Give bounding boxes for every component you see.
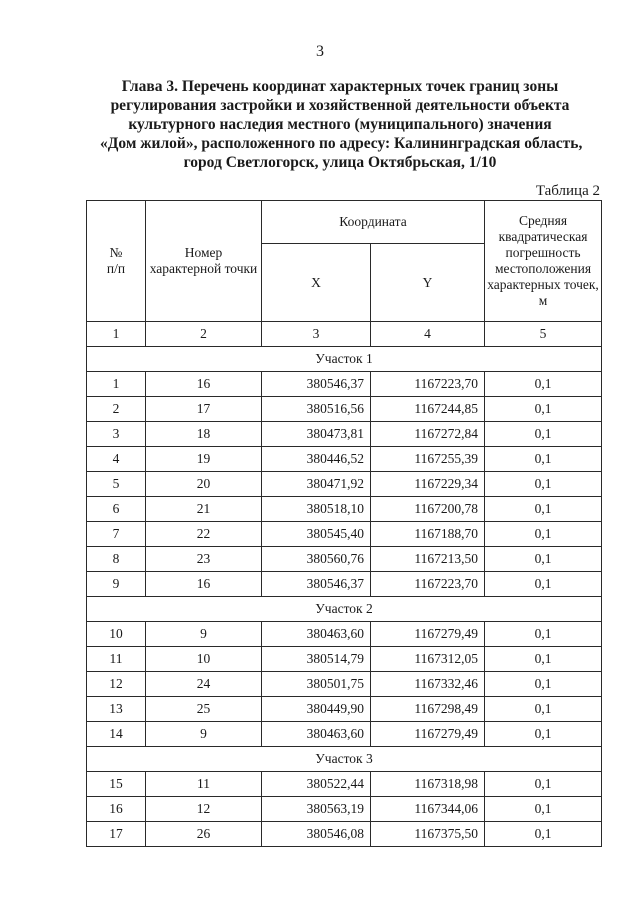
heading-line: Глава 3. Перечень координат характерных точек границ зоны	[121, 78, 559, 95]
header-y: Y	[371, 244, 485, 322]
cell-x: 380546,37	[262, 372, 371, 397]
cell-x: 380449,90	[262, 697, 371, 722]
cell-y: 1167279,49	[371, 622, 485, 647]
cell-error: 0,1	[485, 447, 602, 472]
cell-y: 1167223,70	[371, 572, 485, 597]
cell-point: 26	[146, 822, 262, 847]
cell-error: 0,1	[485, 397, 602, 422]
cell-num: 12	[87, 672, 146, 697]
cell-point: 17	[146, 397, 262, 422]
cell-y: 1167312,05	[371, 647, 485, 672]
cell-y: 1167332,46	[371, 672, 485, 697]
header-error-line: погрешность	[505, 245, 581, 260]
heading-line: регулирования застройки и хозяйственной деятельности объекта	[110, 97, 570, 114]
header-error-line: местоположения	[494, 261, 592, 276]
cell-x: 380516,56	[262, 397, 371, 422]
table-row	[87, 822, 602, 847]
column-number: 5	[485, 322, 602, 347]
cell-y: 1167244,85	[371, 397, 485, 422]
table-row	[87, 647, 602, 672]
header-num	[87, 201, 146, 322]
cell-y: 1167272,84	[371, 422, 485, 447]
table-caption: Таблица 2	[535, 183, 600, 199]
page-number: 3	[316, 43, 324, 60]
cell-num: 16	[87, 797, 146, 822]
cell-num: 13	[87, 697, 146, 722]
section-row	[87, 347, 602, 372]
header-error-line: квадратическая	[498, 229, 588, 244]
table-body	[87, 347, 602, 847]
heading-line: культурного наследия местного (муниципального) значения	[128, 116, 552, 133]
table-row	[87, 497, 602, 522]
cell-num: 8	[87, 547, 146, 572]
column-number: 1	[87, 322, 146, 347]
cell-x: 380463,60	[262, 622, 371, 647]
cell-x: 380463,60	[262, 722, 371, 747]
table-row	[87, 722, 602, 747]
cell-x: 380546,08	[262, 822, 371, 847]
column-number: 3	[262, 322, 371, 347]
heading-line: город Светлогорск, улица Октябрьская, 1/10	[183, 154, 497, 171]
cell-point: 19	[146, 447, 262, 472]
cell-x: 380471,92	[262, 472, 371, 497]
cell-error: 0,1	[485, 547, 602, 572]
cell-point: 9	[146, 622, 262, 647]
column-number: 4	[371, 322, 485, 347]
table-row	[87, 422, 602, 447]
cell-point: 22	[146, 522, 262, 547]
cell-y: 1167344,06	[371, 797, 485, 822]
section-row	[87, 597, 602, 622]
cell-num: 1	[87, 372, 146, 397]
cell-point: 21	[146, 497, 262, 522]
cell-num: 9	[87, 572, 146, 597]
cell-y: 1167318,98	[371, 772, 485, 797]
cell-num: 6	[87, 497, 146, 522]
cell-error: 0,1	[485, 697, 602, 722]
cell-error: 0,1	[485, 672, 602, 697]
cell-num: 2	[87, 397, 146, 422]
table-row	[87, 772, 602, 797]
header-x: X	[262, 244, 371, 322]
table-header	[87, 201, 602, 347]
table-row	[87, 622, 602, 647]
cell-point: 18	[146, 422, 262, 447]
table-row	[87, 397, 602, 422]
section-title: Участок 3	[87, 747, 602, 772]
cell-error: 0,1	[485, 472, 602, 497]
table-row	[87, 672, 602, 697]
cell-error: 0,1	[485, 772, 602, 797]
cell-num: 3	[87, 422, 146, 447]
cell-error: 0,1	[485, 522, 602, 547]
cell-y: 1167375,50	[371, 822, 485, 847]
section-title: Участок 2	[87, 597, 602, 622]
header-point-line: Номер	[184, 245, 223, 260]
cell-num: 15	[87, 772, 146, 797]
cell-point: 20	[146, 472, 262, 497]
table-row	[87, 547, 602, 572]
heading-line: «Дом жилой», расположенного по адресу: Калининградская область,	[100, 135, 583, 152]
cell-point: 10	[146, 647, 262, 672]
cell-x: 380514,79	[262, 647, 371, 672]
coordinates-table	[86, 200, 602, 847]
cell-num: 17	[87, 822, 146, 847]
header-num-line: п/п	[106, 261, 126, 276]
header-point	[146, 201, 262, 322]
cell-y: 1167200,78	[371, 497, 485, 522]
cell-y: 1167255,39	[371, 447, 485, 472]
cell-point: 23	[146, 547, 262, 572]
cell-point: 25	[146, 697, 262, 722]
cell-point: 9	[146, 722, 262, 747]
header-num-line: №	[109, 245, 123, 260]
cell-point: 11	[146, 772, 262, 797]
cell-y: 1167229,34	[371, 472, 485, 497]
header-error-line: характерных точек,	[487, 277, 599, 292]
cell-y: 1167279,49	[371, 722, 485, 747]
table-row	[87, 697, 602, 722]
cell-error: 0,1	[485, 422, 602, 447]
column-number: 2	[146, 322, 262, 347]
table-row	[87, 372, 602, 397]
cell-y: 1167213,50	[371, 547, 485, 572]
cell-x: 380545,40	[262, 522, 371, 547]
cell-error: 0,1	[485, 497, 602, 522]
cell-error: 0,1	[485, 722, 602, 747]
cell-point: 16	[146, 372, 262, 397]
table-row	[87, 472, 602, 497]
cell-error: 0,1	[485, 647, 602, 672]
cell-error: 0,1	[485, 572, 602, 597]
section-row	[87, 747, 602, 772]
cell-num: 11	[87, 647, 146, 672]
cell-error: 0,1	[485, 822, 602, 847]
cell-y: 1167223,70	[371, 372, 485, 397]
cell-num: 4	[87, 447, 146, 472]
cell-x: 380560,76	[262, 547, 371, 572]
header-error-line: м	[538, 293, 548, 308]
cell-point: 24	[146, 672, 262, 697]
cell-x: 380563,19	[262, 797, 371, 822]
cell-num: 5	[87, 472, 146, 497]
cell-num: 10	[87, 622, 146, 647]
cell-num: 14	[87, 722, 146, 747]
cell-x: 380546,37	[262, 572, 371, 597]
cell-point: 12	[146, 797, 262, 822]
cell-y: 1167188,70	[371, 522, 485, 547]
header-error	[485, 201, 602, 322]
cell-x: 380522,44	[262, 772, 371, 797]
table-row	[87, 447, 602, 472]
cell-y: 1167298,49	[371, 697, 485, 722]
section-title: Участок 1	[87, 347, 602, 372]
table-row	[87, 797, 602, 822]
cell-error: 0,1	[485, 622, 602, 647]
table-row	[87, 572, 602, 597]
cell-num: 7	[87, 522, 146, 547]
cell-error: 0,1	[485, 372, 602, 397]
cell-x: 380473,81	[262, 422, 371, 447]
cell-point: 16	[146, 572, 262, 597]
column-number-row	[87, 322, 602, 347]
header-error-line: Средняя	[518, 213, 568, 228]
cell-x: 380518,10	[262, 497, 371, 522]
cell-error: 0,1	[485, 797, 602, 822]
cell-x: 380501,75	[262, 672, 371, 697]
chapter-heading	[100, 77, 583, 172]
table-row	[87, 522, 602, 547]
header-point-line: характерной точки	[149, 261, 258, 276]
header-coordinate: Координата	[262, 201, 485, 244]
cell-x: 380446,52	[262, 447, 371, 472]
